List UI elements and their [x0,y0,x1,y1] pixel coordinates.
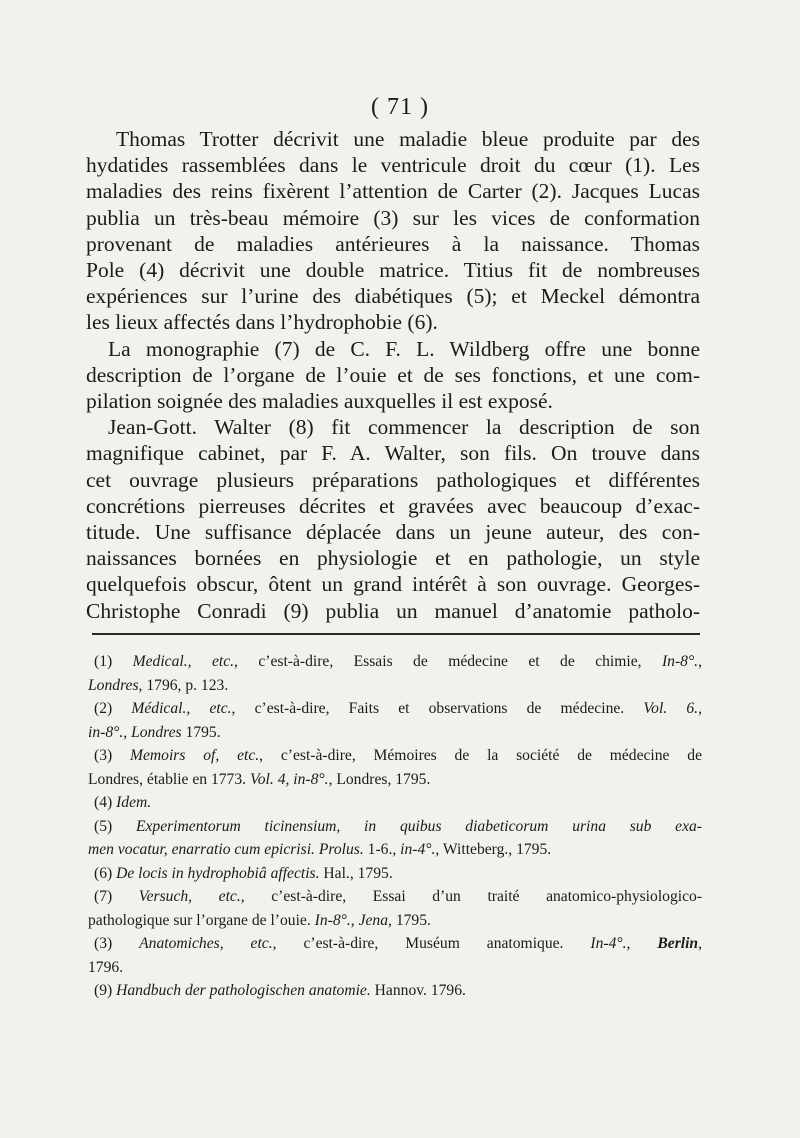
body-line: les lieux affectés dans l’hydrophobie (6). [86,310,438,335]
footnote-punct: , [123,723,128,741]
footnote-work: Versuch, etc. [138,888,241,905]
footnote-place: Londres [88,676,139,694]
footnote-rest: , 1796, p. 123. [138,676,229,694]
footnote-rest: Hannov. 1796. [374,982,466,999]
footnote-format: In-4°. [590,935,627,952]
footnote-number: (4) [94,794,113,811]
footnote-7 [88,885,702,932]
body-line: naissances bornées en physiologie et en pathologie, un style [86,546,700,571]
footnote-format: in-8°. [293,770,329,788]
footnote-8 [88,932,702,979]
footnote-rest: Hal., 1795. [323,864,393,882]
body-line: provenant de maladies antérieures à la naissance. Thomas [86,231,700,256]
body-line: description de l’organe de l’ouie et de ses fonctions, et une com- [86,362,700,387]
footnote-4 [88,791,702,815]
footnote-format: in-8°. [88,723,124,741]
footnote-text: , c’est-à-dire, Mémoires de la société de médecine de [259,747,702,764]
footnote-work: Idem. [116,794,152,811]
footnote-work: Memoirs of, etc. [130,747,260,764]
footnote-place: Jena [358,911,389,929]
footnote-work: De locis in hydrophobiâ affectis. [116,864,320,882]
body-line: hydatides rassemblées dans le ventricule droit du cœur (1). Les [86,153,700,178]
footnote-punct: , [698,700,702,717]
footnote-work: Handbuch der pathologischen anatomie. [116,982,371,999]
footnote-rest: 1796. [88,958,124,976]
footnote-punct: , [698,935,703,952]
body-line: maladies des reins fixèrent l’attention de Carter (2). Jacques Lucas [86,179,700,204]
footnote-number: (3) [94,747,113,764]
footnote-rest: , Londres, 1795. [328,770,431,788]
footnote-number: (6) [94,864,113,882]
footnote-2 [88,697,702,744]
footnotes [88,650,702,1003]
footnote-text: Londres, établie en 1773. [88,770,247,788]
body-line: La monographie (7) de C. F. L. Wildberg offre une bonne [108,336,700,361]
footnote-format: In-8°. [661,653,699,670]
body-line: Pole (4) décrivit une double matrice. Titius fit de nombreuses [86,258,700,283]
footnote-work: Experimentorum ticinensium, in quibus diabeticorum urina sub exa- [135,817,702,835]
footnote-volume: Vol. 6. [643,700,699,717]
footnote-number: (1) [94,653,113,670]
footnote-punct: , [698,653,702,670]
footnote-rest: 1795. [185,723,221,741]
page-number: ( 71 ) [371,94,429,120]
footnote-6 [88,862,702,886]
footnote-work: Medical., etc. [132,653,235,670]
footnote-3 [88,744,702,791]
footnote-text: pathologique sur l’organe de l’ouie. [88,911,311,929]
footnote-work: men vocatur, enarratio cum epicrisi. Prolus. [88,841,364,858]
footnote-rule [92,633,700,635]
footnote-number: (9) [94,982,113,999]
body-text [86,126,700,624]
footnote-number: (5) [94,817,113,835]
footnote-number: (2) [94,700,113,717]
body-line: Christophe Conradi (9) publia un manuel d’anatomie patholo- [86,598,700,623]
footnote-punct: , [626,935,631,952]
footnote-volume: Vol. 4, [249,770,290,788]
footnote-format: In-8°. [314,911,351,929]
footnote-1 [88,650,702,697]
body-line: Jean-Gott. Walter (8) fit commencer la description de son [108,415,700,440]
footnote-punct: , [350,911,355,929]
footnote-place: Londres [131,723,182,741]
body-line: magnifique cabinet, par F. A. Walter, son fils. On trouve dans [86,441,700,466]
body-line: concrétions pierreuses décrites et gravées avec beaucoup d’exac- [86,493,700,518]
body-line: pilation soignée des maladies auxquelles il est exposé. [86,389,553,414]
footnote-rest: , Witteberg., 1795. [435,841,552,858]
body-line: titude. Une suffisance déplacée dans un jeune auteur, des con- [86,520,700,545]
footnote-work: Médical., etc. [131,700,232,717]
footnote-text: , c’est-à-dire, Essais de médecine et de chimie, [234,653,642,670]
body-line: publia un très-beau mémoire (3) sur les vices de conformation [86,205,700,230]
footnote-work: Anatomiches, etc. [139,935,273,952]
footnote-rest: 1-6., [367,841,397,858]
footnote-number: (3) [94,935,113,952]
body-line: cet ouvrage plusieurs préparations pathologiques et différentes [86,467,700,492]
footnote-5 [88,815,702,862]
footnote-text: , c’est-à-dire, Muséum anatomique. [272,935,564,952]
body-line: Thomas Trotter décrivit une maladie bleue produite par des [116,127,700,151]
footnote-text: , c’est-à-dire, Essai d’un traité anatomico-physiologico- [240,888,702,905]
footnote-number: (7) [94,888,113,905]
body-line: expériences sur l’urine des diabétiques (5); et Meckel démontra [86,284,700,309]
footnote-format: in-4°. [400,841,436,858]
footnote-text: , c’est-à-dire, Faits et observations de médecine. [231,700,625,717]
footnote-9 [88,979,702,1003]
footnote-place: Berlin [657,935,699,952]
footnote-rest: , 1795. [388,911,431,929]
body-line: quelquefois obscur, ôtent un grand intérêt à son ouvrage. Georges- [86,572,700,597]
